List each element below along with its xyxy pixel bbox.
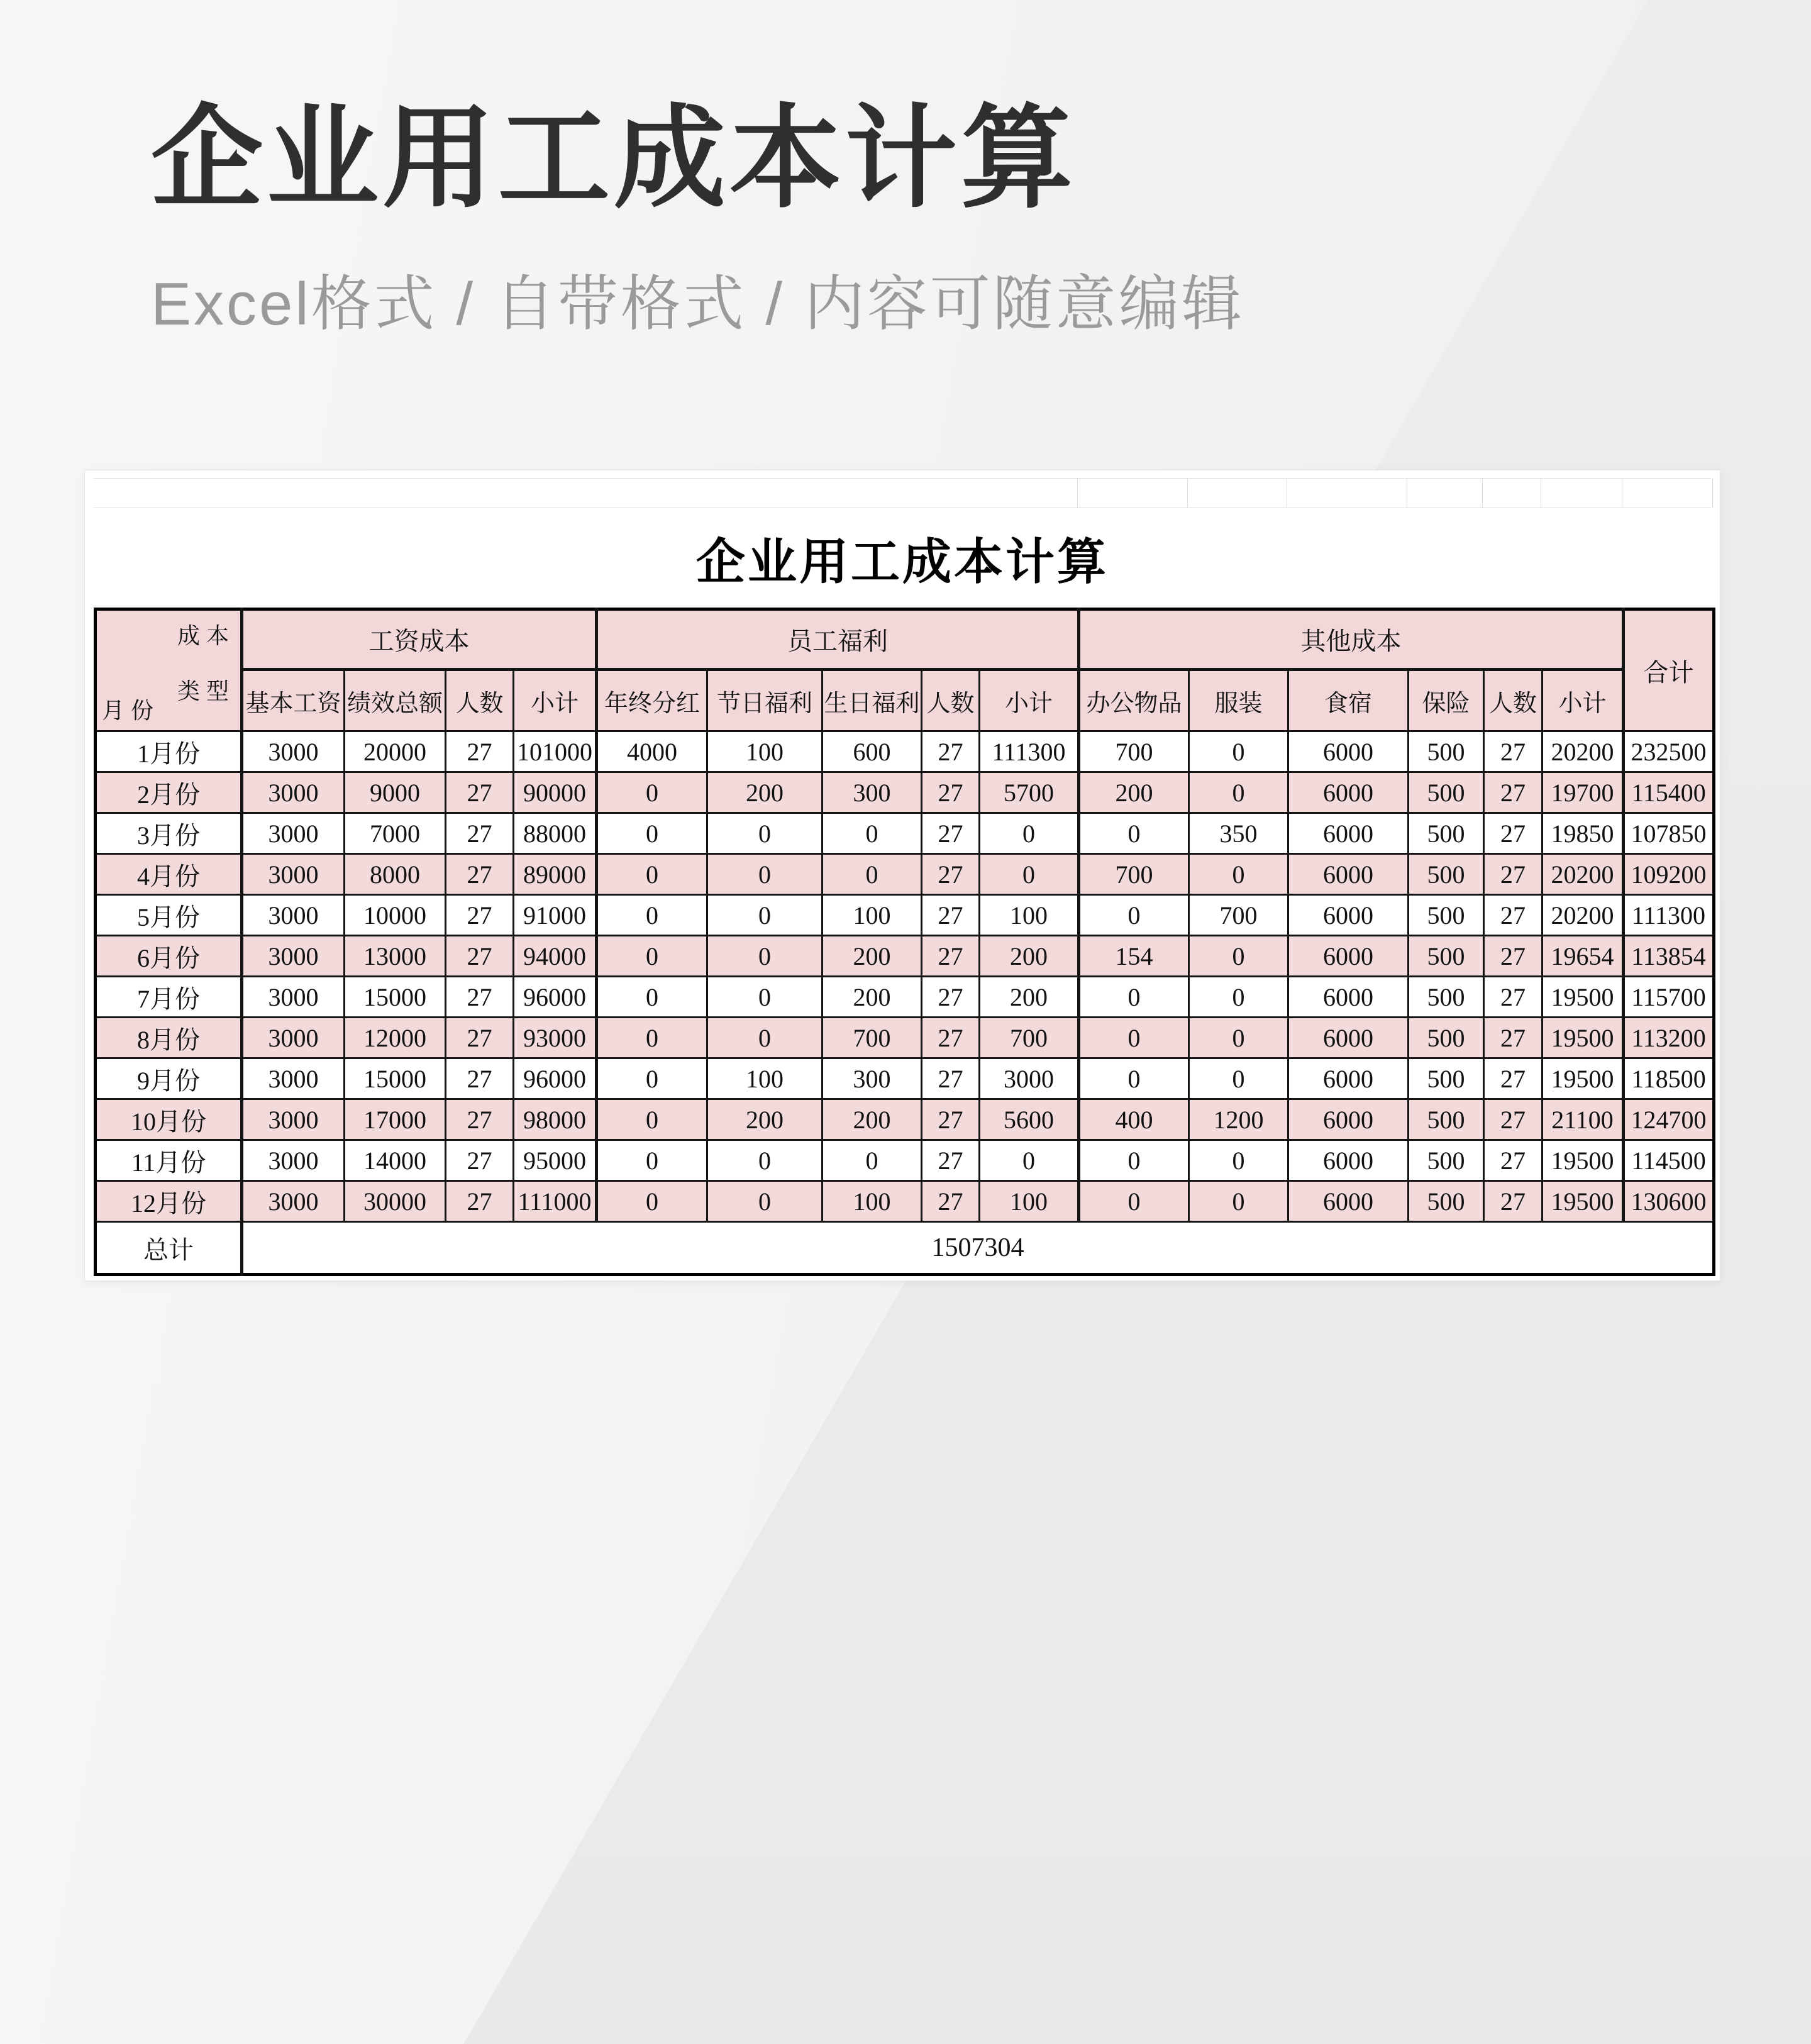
- month-row: [96, 1018, 1714, 1058]
- column-header-cell: 节日福利: [707, 670, 822, 731]
- data-cell: 200: [1079, 772, 1189, 813]
- data-cell: 6000: [1288, 1018, 1409, 1058]
- column-header-cell: 人数: [922, 670, 980, 731]
- data-cell: 17000: [345, 1099, 446, 1140]
- page-header: [151, 94, 1244, 342]
- column-header-cell: 食宿: [1288, 670, 1409, 731]
- month-row: [96, 1140, 1714, 1181]
- month-row: [96, 1099, 1714, 1140]
- data-cell: 91000: [514, 895, 597, 936]
- data-cell: 0: [1189, 1140, 1288, 1181]
- data-cell: 118500: [1624, 1058, 1714, 1099]
- page-title: 企业用工成本计算: [151, 96, 1077, 221]
- data-cell: 12000: [345, 1018, 446, 1058]
- data-cell: 10000: [345, 895, 446, 936]
- data-cell: 0: [707, 1181, 822, 1222]
- data-cell: 27: [1484, 1140, 1542, 1181]
- month-label-cell: 7月份: [96, 977, 242, 1018]
- data-cell: 27: [446, 1099, 514, 1140]
- data-cell: 7000: [345, 813, 446, 854]
- data-cell: 19700: [1542, 772, 1624, 813]
- total-column-header: 合计: [1624, 609, 1714, 731]
- month-row: [96, 854, 1714, 895]
- month-label-cell: 4月份: [96, 854, 242, 895]
- month-label-cell: 10月份: [96, 1099, 242, 1140]
- data-cell: 3000: [242, 1181, 345, 1222]
- data-cell: 0: [1079, 977, 1189, 1018]
- data-cell: 0: [1189, 936, 1288, 977]
- data-cell: 3000: [242, 1018, 345, 1058]
- data-cell: 90000: [514, 772, 597, 813]
- column-header-cell: 小计: [1542, 670, 1624, 731]
- page-subtitle: Excel格式 / 自带格式 / 内容可随意编辑: [151, 270, 1244, 338]
- data-cell: 27: [922, 895, 980, 936]
- column-header-cell: 服装: [1189, 670, 1288, 731]
- month-row: [96, 813, 1714, 854]
- data-cell: 130600: [1624, 1181, 1714, 1222]
- data-cell: 0: [1079, 895, 1189, 936]
- month-label-cell: 5月份: [96, 895, 242, 936]
- data-cell: 3000: [242, 1099, 345, 1140]
- data-cell: 700: [1079, 854, 1189, 895]
- column-header-cell: 基本工资: [242, 670, 345, 731]
- data-cell: 0: [707, 854, 822, 895]
- month-row: [96, 731, 1714, 772]
- data-cell: 700: [822, 1018, 922, 1058]
- data-cell: 3000: [242, 895, 345, 936]
- data-cell: 27: [446, 936, 514, 977]
- data-cell: 20200: [1542, 731, 1624, 772]
- data-cell: 0: [1079, 1181, 1189, 1222]
- data-cell: 27: [446, 977, 514, 1018]
- data-cell: 27: [1484, 977, 1542, 1018]
- data-cell: 3000: [242, 854, 345, 895]
- data-cell: 0: [597, 1018, 707, 1058]
- data-cell: 9000: [345, 772, 446, 813]
- data-cell: 0: [822, 813, 922, 854]
- data-cell: 0: [1189, 1058, 1288, 1099]
- data-cell: 27: [922, 1099, 980, 1140]
- data-cell: 200: [822, 1099, 922, 1140]
- data-cell: 27: [922, 1181, 980, 1222]
- data-cell: 107850: [1624, 813, 1714, 854]
- grid-line: [1712, 479, 1713, 508]
- data-cell: 6000: [1288, 1058, 1409, 1099]
- data-cell: 27: [446, 854, 514, 895]
- data-cell: 100: [822, 895, 922, 936]
- data-cell: 88000: [514, 813, 597, 854]
- data-cell: 500: [1409, 813, 1484, 854]
- data-cell: 0: [822, 854, 922, 895]
- data-cell: 100: [980, 1181, 1079, 1222]
- data-cell: 0: [980, 813, 1079, 854]
- data-cell: 27: [1484, 772, 1542, 813]
- grid-line: [1077, 479, 1078, 508]
- data-cell: 0: [980, 854, 1079, 895]
- data-cell: 27: [446, 1181, 514, 1222]
- data-cell: 27: [1484, 731, 1542, 772]
- data-cell: 27: [922, 813, 980, 854]
- data-cell: 27: [446, 813, 514, 854]
- data-cell: 27: [1484, 1099, 1542, 1140]
- data-cell: 0: [707, 1018, 822, 1058]
- group-header-cell: 其他成本: [1079, 609, 1624, 670]
- data-cell: 0: [597, 895, 707, 936]
- column-header-cell: 年终分红: [597, 670, 707, 731]
- data-cell: 0: [707, 1140, 822, 1181]
- data-cell: 27: [446, 895, 514, 936]
- data-cell: 21100: [1542, 1099, 1624, 1140]
- grid-line: [1187, 479, 1188, 508]
- data-cell: 0: [1189, 1018, 1288, 1058]
- data-cell: 5600: [980, 1099, 1079, 1140]
- data-cell: 6000: [1288, 772, 1409, 813]
- data-cell: 0: [707, 813, 822, 854]
- group-header-cell: 工资成本: [242, 609, 597, 670]
- data-cell: 6000: [1288, 1099, 1409, 1140]
- data-cell: 6000: [1288, 1181, 1409, 1222]
- data-cell: 200: [707, 772, 822, 813]
- spreadsheet-card: [84, 470, 1720, 1281]
- data-cell: 27: [1484, 895, 1542, 936]
- data-cell: 600: [822, 731, 922, 772]
- data-cell: 3000: [980, 1058, 1079, 1099]
- data-cell: 14000: [345, 1140, 446, 1181]
- data-cell: 15000: [345, 1058, 446, 1099]
- data-cell: 500: [1409, 1140, 1484, 1181]
- month-label-cell: 11月份: [96, 1140, 242, 1181]
- data-cell: 94000: [514, 936, 597, 977]
- data-cell: 100: [980, 895, 1079, 936]
- data-cell: 400: [1079, 1099, 1189, 1140]
- column-header-cell: 人数: [446, 670, 514, 731]
- data-cell: 6000: [1288, 1140, 1409, 1181]
- column-header-cell: 小计: [514, 670, 597, 731]
- data-cell: 27: [1484, 813, 1542, 854]
- data-cell: 27: [922, 772, 980, 813]
- column-header-cell: 生日福利: [822, 670, 922, 731]
- corner-label: 成本: [177, 623, 235, 648]
- data-cell: 95000: [514, 1140, 597, 1181]
- data-cell: 0: [1189, 1181, 1288, 1222]
- data-cell: 0: [1189, 731, 1288, 772]
- column-header-cell: 绩效总额: [345, 670, 446, 731]
- data-cell: 6000: [1288, 936, 1409, 977]
- data-cell: 500: [1409, 977, 1484, 1018]
- data-cell: 200: [822, 936, 922, 977]
- sub-header-row: [96, 670, 1714, 731]
- data-cell: 4000: [597, 731, 707, 772]
- month-row: [96, 772, 1714, 813]
- data-cell: 300: [822, 1058, 922, 1099]
- data-cell: 500: [1409, 936, 1484, 977]
- data-cell: 0: [1189, 854, 1288, 895]
- month-label-cell: 12月份: [96, 1181, 242, 1222]
- data-cell: 19500: [1542, 1058, 1624, 1099]
- data-cell: 27: [1484, 936, 1542, 977]
- data-cell: 200: [980, 977, 1079, 1018]
- data-cell: 0: [707, 936, 822, 977]
- data-cell: 500: [1409, 1058, 1484, 1099]
- data-cell: 124700: [1624, 1099, 1714, 1140]
- data-cell: 15000: [345, 977, 446, 1018]
- data-cell: 19500: [1542, 1181, 1624, 1222]
- month-row: [96, 1181, 1714, 1222]
- data-cell: 100: [707, 1058, 822, 1099]
- data-cell: 3000: [242, 813, 345, 854]
- data-cell: 27: [446, 731, 514, 772]
- data-cell: 500: [1409, 854, 1484, 895]
- data-cell: 27: [922, 1018, 980, 1058]
- data-cell: 27: [922, 731, 980, 772]
- data-cell: 13000: [345, 936, 446, 977]
- data-cell: 115700: [1624, 977, 1714, 1018]
- data-cell: 3000: [242, 1140, 345, 1181]
- month-row: [96, 977, 1714, 1018]
- data-cell: 96000: [514, 1058, 597, 1099]
- data-cell: 500: [1409, 1099, 1484, 1140]
- data-cell: 113200: [1624, 1018, 1714, 1058]
- data-cell: 0: [597, 772, 707, 813]
- data-cell: 0: [1079, 1058, 1189, 1099]
- data-cell: 6000: [1288, 895, 1409, 936]
- grand-total-row: [96, 1222, 1714, 1275]
- data-cell: 20200: [1542, 854, 1624, 895]
- data-cell: 27: [446, 772, 514, 813]
- sheet-title: 企业用工成本计算: [695, 535, 1109, 589]
- month-label-cell: 1月份: [96, 731, 242, 772]
- data-cell: 96000: [514, 977, 597, 1018]
- data-cell: 350: [1189, 813, 1288, 854]
- data-cell: 500: [1409, 1018, 1484, 1058]
- column-header-cell: 人数: [1484, 670, 1542, 731]
- data-cell: 19654: [1542, 936, 1624, 977]
- data-cell: 3000: [242, 772, 345, 813]
- data-cell: 3000: [242, 936, 345, 977]
- data-cell: 6000: [1288, 731, 1409, 772]
- data-cell: 6000: [1288, 854, 1409, 895]
- data-cell: 27: [922, 1140, 980, 1181]
- data-cell: 27: [1484, 1018, 1542, 1058]
- data-cell: 232500: [1624, 731, 1714, 772]
- cost-table: [94, 608, 1715, 1276]
- data-cell: 500: [1409, 772, 1484, 813]
- data-cell: 700: [1079, 731, 1189, 772]
- data-cell: 100: [707, 731, 822, 772]
- data-cell: 0: [597, 936, 707, 977]
- month-row: [96, 1058, 1714, 1099]
- month-row: [96, 895, 1714, 936]
- data-cell: 30000: [345, 1181, 446, 1222]
- data-cell: 111300: [1624, 895, 1714, 936]
- month-label-cell: 6月份: [96, 936, 242, 977]
- group-header-cell: 员工福利: [597, 609, 1079, 670]
- corner-label: 月份: [102, 698, 160, 723]
- data-cell: 0: [707, 977, 822, 1018]
- data-cell: 20200: [1542, 895, 1624, 936]
- table-header: [96, 609, 1714, 731]
- data-cell: 111000: [514, 1181, 597, 1222]
- data-cell: 89000: [514, 854, 597, 895]
- month-label-cell: 9月份: [96, 1058, 242, 1099]
- month-label-cell: 3月份: [96, 813, 242, 854]
- data-cell: 0: [980, 1140, 1079, 1181]
- data-cell: 0: [1079, 1018, 1189, 1058]
- data-cell: 1200: [1189, 1099, 1288, 1140]
- data-cell: 3000: [242, 977, 345, 1018]
- data-cell: 0: [1079, 1140, 1189, 1181]
- data-cell: 20000: [345, 731, 446, 772]
- data-cell: 200: [707, 1099, 822, 1140]
- grid-line: [1482, 479, 1483, 508]
- data-cell: 0: [707, 895, 822, 936]
- data-cell: 500: [1409, 731, 1484, 772]
- data-cell: 111300: [980, 731, 1079, 772]
- data-cell: 0: [597, 1058, 707, 1099]
- corner-label: 类型: [177, 679, 235, 704]
- corner-diagonal-cell: [96, 609, 242, 731]
- data-cell: 19500: [1542, 1140, 1624, 1181]
- month-label-cell: 2月份: [96, 772, 242, 813]
- table-body: [96, 731, 1714, 1222]
- data-cell: 27: [446, 1018, 514, 1058]
- data-cell: 0: [1189, 977, 1288, 1018]
- data-cell: 6000: [1288, 977, 1409, 1018]
- data-cell: 0: [1189, 772, 1288, 813]
- data-cell: 109200: [1624, 854, 1714, 895]
- data-cell: 27: [922, 854, 980, 895]
- data-cell: 3000: [242, 731, 345, 772]
- grand-total-label: 总计: [96, 1222, 242, 1275]
- data-cell: 98000: [514, 1099, 597, 1140]
- group-header-row: [96, 609, 1714, 670]
- table-footer: [96, 1222, 1714, 1275]
- data-cell: 0: [597, 1099, 707, 1140]
- data-cell: 113854: [1624, 936, 1714, 977]
- data-cell: 27: [446, 1140, 514, 1181]
- data-cell: 0: [597, 813, 707, 854]
- column-header-cell: 办公物品: [1079, 670, 1189, 731]
- excel-grid-row: [94, 478, 1711, 508]
- data-cell: 200: [980, 936, 1079, 977]
- data-cell: 19850: [1542, 813, 1624, 854]
- grand-total-value: 1507304: [242, 1222, 1714, 1275]
- data-cell: 200: [822, 977, 922, 1018]
- column-header-cell: 保险: [1409, 670, 1484, 731]
- data-cell: 0: [597, 977, 707, 1018]
- data-cell: 0: [1079, 813, 1189, 854]
- data-cell: 500: [1409, 1181, 1484, 1222]
- data-cell: 27: [1484, 1181, 1542, 1222]
- data-cell: 0: [597, 1181, 707, 1222]
- data-cell: 27: [922, 936, 980, 977]
- data-cell: 93000: [514, 1018, 597, 1058]
- month-row: [96, 936, 1714, 977]
- data-cell: 101000: [514, 731, 597, 772]
- column-header-cell: 小计: [980, 670, 1079, 731]
- data-cell: 5700: [980, 772, 1079, 813]
- data-cell: 700: [1189, 895, 1288, 936]
- data-cell: 27: [922, 1058, 980, 1099]
- data-cell: 115400: [1624, 772, 1714, 813]
- data-cell: 8000: [345, 854, 446, 895]
- data-cell: 27: [922, 977, 980, 1018]
- data-cell: 3000: [242, 1058, 345, 1099]
- data-cell: 6000: [1288, 813, 1409, 854]
- data-cell: 114500: [1624, 1140, 1714, 1181]
- data-cell: 100: [822, 1181, 922, 1222]
- data-cell: 300: [822, 772, 922, 813]
- month-label-cell: 8月份: [96, 1018, 242, 1058]
- data-cell: 154: [1079, 936, 1189, 977]
- data-cell: 27: [446, 1058, 514, 1099]
- data-cell: 0: [597, 1140, 707, 1181]
- data-cell: 19500: [1542, 977, 1624, 1018]
- data-cell: 27: [1484, 854, 1542, 895]
- data-cell: 0: [822, 1140, 922, 1181]
- data-cell: 500: [1409, 895, 1484, 936]
- data-cell: 27: [1484, 1058, 1542, 1099]
- data-cell: 19500: [1542, 1018, 1624, 1058]
- data-cell: 0: [597, 854, 707, 895]
- data-cell: 700: [980, 1018, 1079, 1058]
